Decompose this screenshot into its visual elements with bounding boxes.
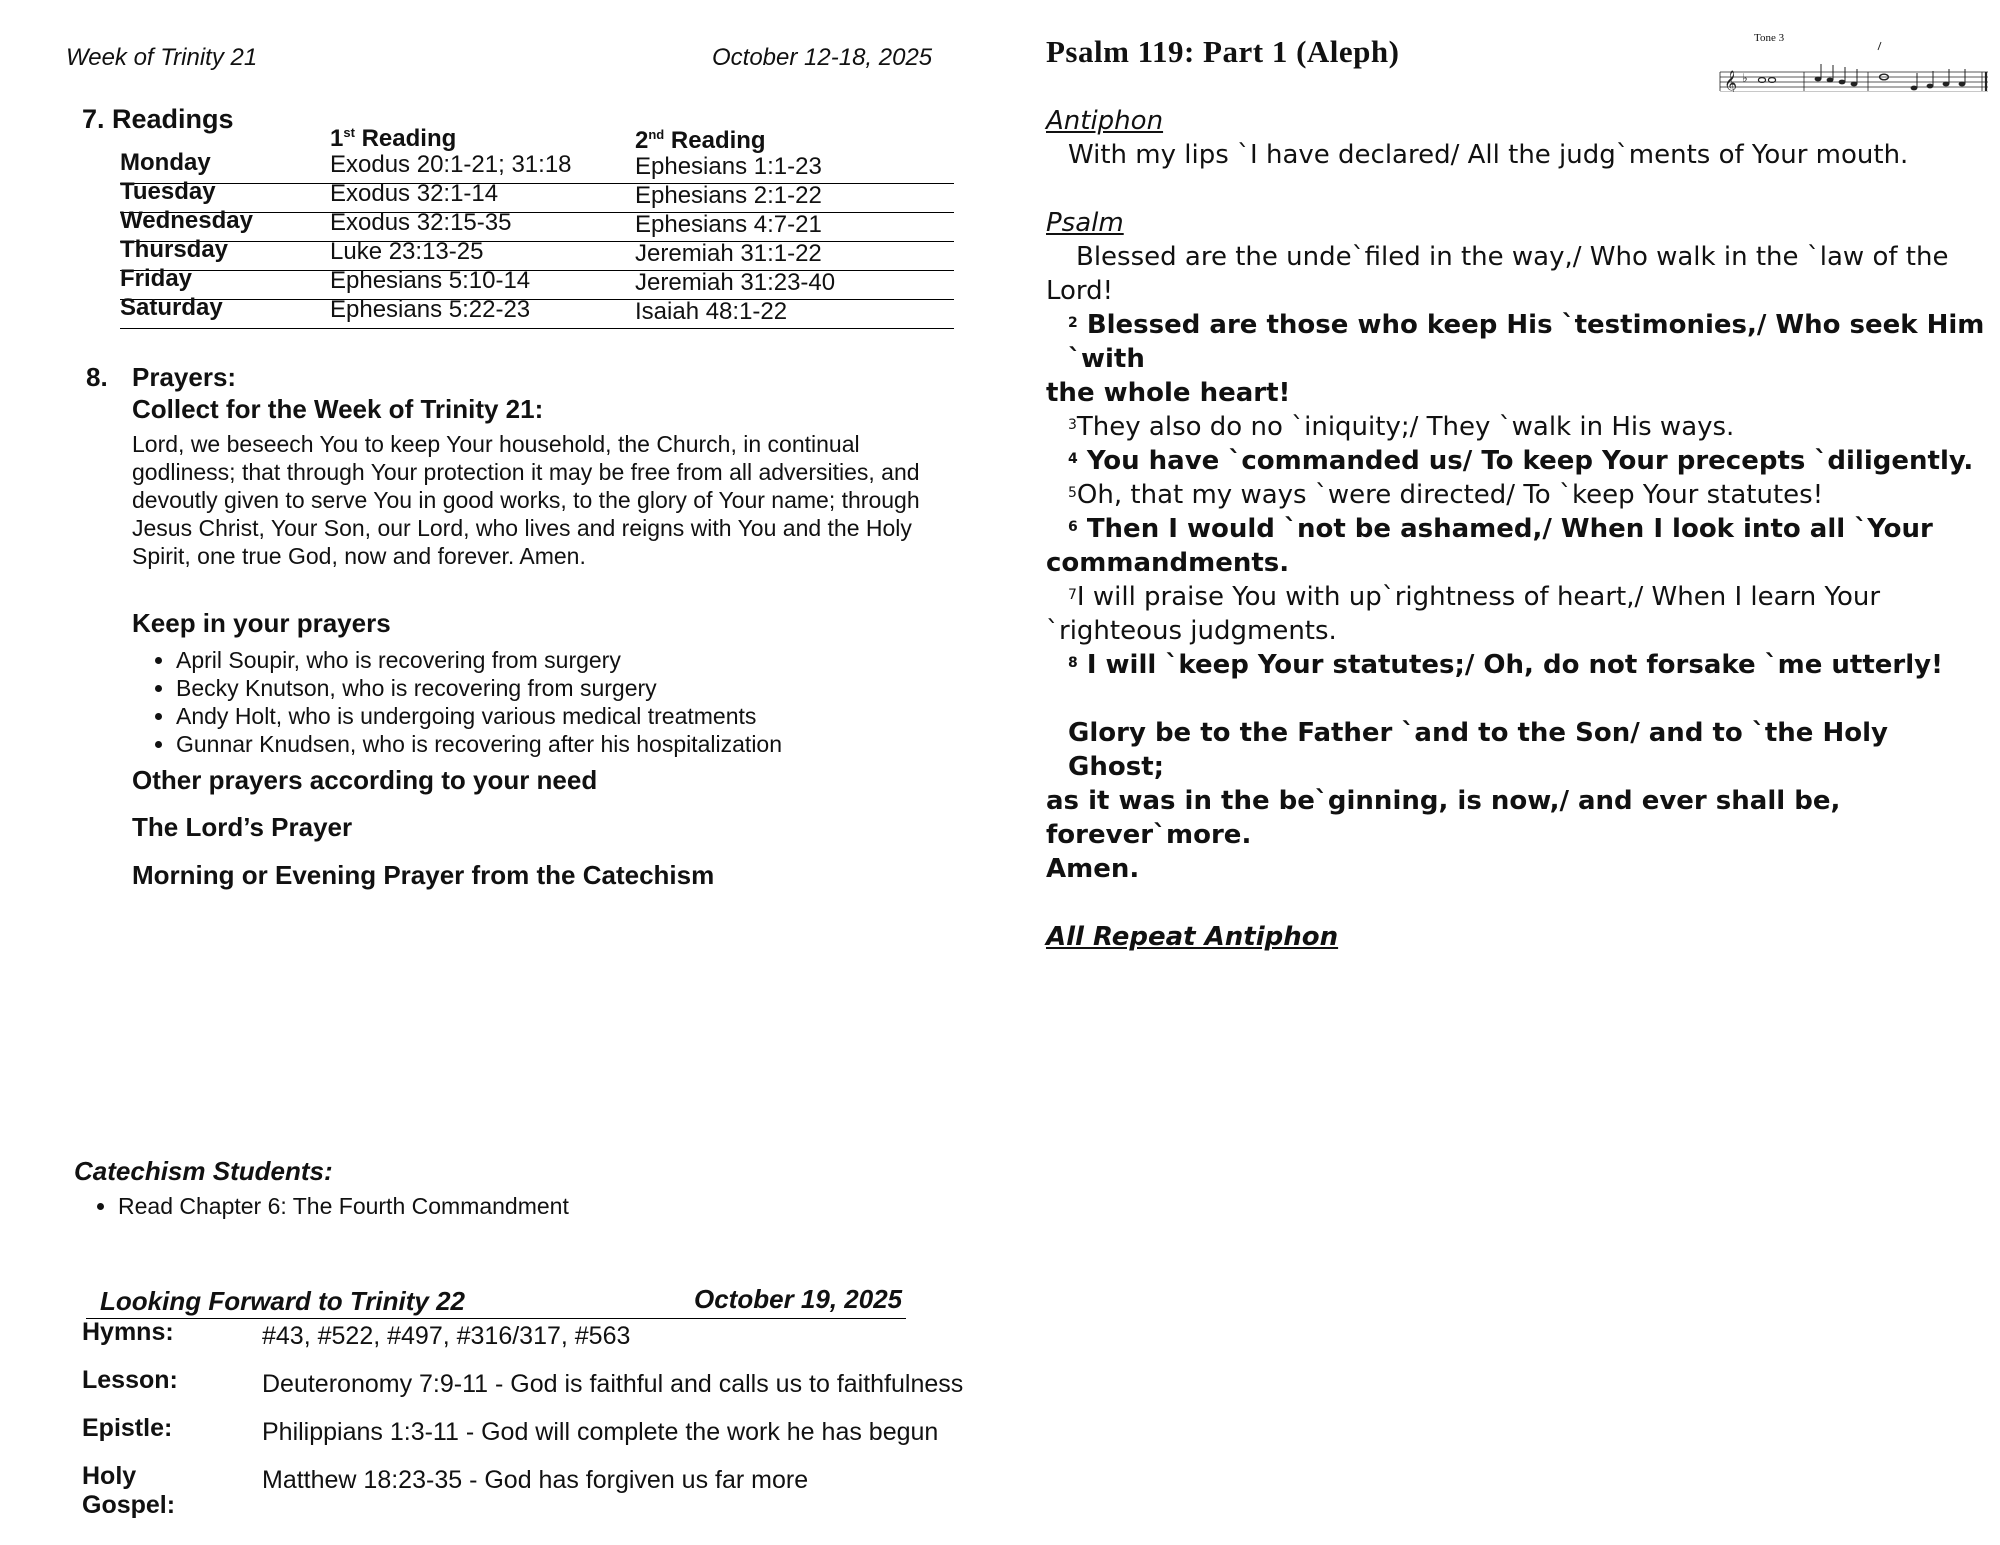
keep-in-prayers-heading: Keep in your prayers <box>132 608 391 638</box>
forward-label: Lesson: <box>82 1366 178 1394</box>
table-row <box>120 149 954 184</box>
second-reading: Jeremiah 31:1-22 <box>635 240 822 267</box>
forward-date: October 19, 2025 <box>694 1284 903 1314</box>
verse-6: $^6$ Then I would `not be ashamed,/ When I look into all `Your <box>1068 514 1933 544</box>
second-reading: Jeremiah 31:23-40 <box>635 269 836 296</box>
prayers-number: 8. <box>86 362 108 392</box>
collect-heading: Collect for the Week of Trinity 21: <box>132 394 544 424</box>
antiphon-label: Antiphon <box>1046 106 1164 136</box>
svg-text:𝄞: 𝄞 <box>1724 71 1738 92</box>
verse-3: $^3$They also do no `iniquity;/ They `walk in His ways. <box>1068 412 1735 442</box>
verse-1-cont: Lord! <box>1046 276 1114 306</box>
catechism-prayer: Morning or Evening Prayer from the Catechism <box>132 860 715 890</box>
prayer-list <box>132 646 932 758</box>
forward-value: Deuteronomy 7:9-11 - God is faithful and calls us to faithfulness <box>262 1370 964 1398</box>
first-reading: Ephesians 5:10-14 <box>330 267 531 294</box>
prayers-heading: Prayers: <box>132 362 237 392</box>
forward-title: Looking Forward to Trinity 22 <box>100 1286 465 1316</box>
forward-header-rule <box>86 1318 906 1319</box>
chant-notation <box>1718 28 1990 92</box>
collect-text <box>132 430 962 570</box>
collect-line: Lord, we beseech You to keep Your household, the Church, in continual <box>132 431 860 457</box>
forward-label: Holy Gospel: <box>82 1462 176 1519</box>
verse-8: $^8$ I will `keep Your statutes;/ Oh, do not forsake `me utterly! <box>1068 650 1943 680</box>
forward-value: Philippians 1:3-11 - God will complete the work he has begun <box>262 1418 939 1446</box>
list-item: • Gunnar Knudsen, who is recovering after his hospitalization <box>176 730 932 758</box>
collect-line: godliness; that through Your protection it may be free from all adversities, and <box>132 459 920 485</box>
reading-day: Thursday <box>120 236 229 263</box>
collect-line: Jesus Christ, Your Son, our Lord, who lives and reigns with You and the Holy <box>132 515 912 541</box>
table-row <box>120 294 954 329</box>
collect-line: Spirit, one true God, now and forever. Amen. <box>132 543 586 569</box>
second-reading: Ephesians 2:1-22 <box>635 182 822 209</box>
forward-label: Hymns: <box>82 1318 174 1346</box>
lords-prayer: The Lord’s Prayer <box>132 812 353 842</box>
psalm-title: Psalm 119: Part 1 (Aleph) <box>1046 34 1400 69</box>
catechism-list <box>74 1192 874 1220</box>
verse-5: $^5$Oh, that my ways `were directed/ To `keep Your statutes! <box>1068 480 1824 510</box>
list-item: • Read Chapter 6: The Fourth Commandment <box>118 1192 874 1220</box>
first-reading: Exodus 32:15-35 <box>330 209 512 236</box>
gloria-line-2: as it was in the be`ginning, is now,/ and ever shall be, forever`more. <box>1046 786 1841 850</box>
verse-7: $^7$I will praise You with up`rightness of heart,/ When I learn Your <box>1068 582 1881 612</box>
forward-value: Matthew 18:23-35 - God has forgiven us far more <box>262 1466 809 1494</box>
second-reading-header: 2nd Reading <box>635 127 766 154</box>
table-row <box>120 236 954 271</box>
table-row <box>120 207 954 242</box>
verse-2-cont: the whole heart! <box>1046 378 1291 408</box>
list-item: • Andy Holt, who is undergoing various medical treatments <box>176 702 932 730</box>
gloria-line-1: Glory be to the Father `and to the Son/ and to `the Holy Ghost; <box>1068 718 1888 782</box>
first-reading: Ephesians 5:22-23 <box>330 296 531 323</box>
forward-value: #43, #522, #497, #316/317, #563 <box>262 1322 631 1350</box>
second-reading: Ephesians 4:7-21 <box>635 211 822 238</box>
second-reading: Ephesians 1:1-23 <box>635 153 822 180</box>
date-range: October 12-18, 2025 <box>712 44 933 71</box>
second-reading: Isaiah 48:1-22 <box>635 298 788 325</box>
repeat-antiphon: All Repeat Antiphon <box>1046 922 1339 952</box>
reading-day: Monday <box>120 149 211 176</box>
verse-6-cont: commandments. <box>1046 548 1290 578</box>
reading-day: Tuesday <box>120 178 216 205</box>
forward-label: Epistle: <box>82 1414 173 1442</box>
other-prayers: Other prayers according to your need <box>132 765 598 795</box>
reading-day: Saturday <box>120 294 223 321</box>
verse-4: $^4$ You have `commanded us/ To keep Your precepts `diligently. <box>1068 446 1974 476</box>
verse-1: Blessed are the unde`filed in the way,/ Who walk in the `law of the <box>1076 242 1949 272</box>
first-reading-header: 1st Reading <box>330 125 457 152</box>
first-reading: Exodus 20:1-21; 31:18 <box>330 151 572 178</box>
verse-7-cont: `righteous judgments. <box>1046 616 1337 646</box>
reading-day: Wednesday <box>120 207 253 234</box>
first-reading: Exodus 32:1-14 <box>330 180 499 207</box>
first-reading: Luke 23:13-25 <box>330 238 484 265</box>
readings-heading: 7. Readings <box>82 104 234 134</box>
psalm-label: Psalm <box>1046 208 1124 238</box>
list-item: • April Soupir, who is recovering from surgery <box>176 646 932 674</box>
antiphon-text: With my lips `I have declared/ All the judg`ments of Your mouth. <box>1068 140 1909 170</box>
psalm-body <box>1046 104 1986 954</box>
tone-label: Tone 3 <box>1754 32 1785 44</box>
svg-text:♭: ♭ <box>1742 71 1748 85</box>
verse-2: $^2$ Blessed are those who keep His `testimonies,/ Who seek Him `with <box>1068 310 1985 374</box>
gloria-line-3: Amen. <box>1046 854 1140 884</box>
list-item: • Becky Knutson, who is recovering from surgery <box>176 674 932 702</box>
catechism-heading: Catechism Students: <box>74 1156 333 1186</box>
reading-day: Friday <box>120 265 193 292</box>
week-label: Week of Trinity 21 <box>66 44 258 71</box>
collect-line: devoutly given to serve You in good works, to the glory of Your name; through <box>132 487 920 513</box>
table-row <box>120 265 954 300</box>
